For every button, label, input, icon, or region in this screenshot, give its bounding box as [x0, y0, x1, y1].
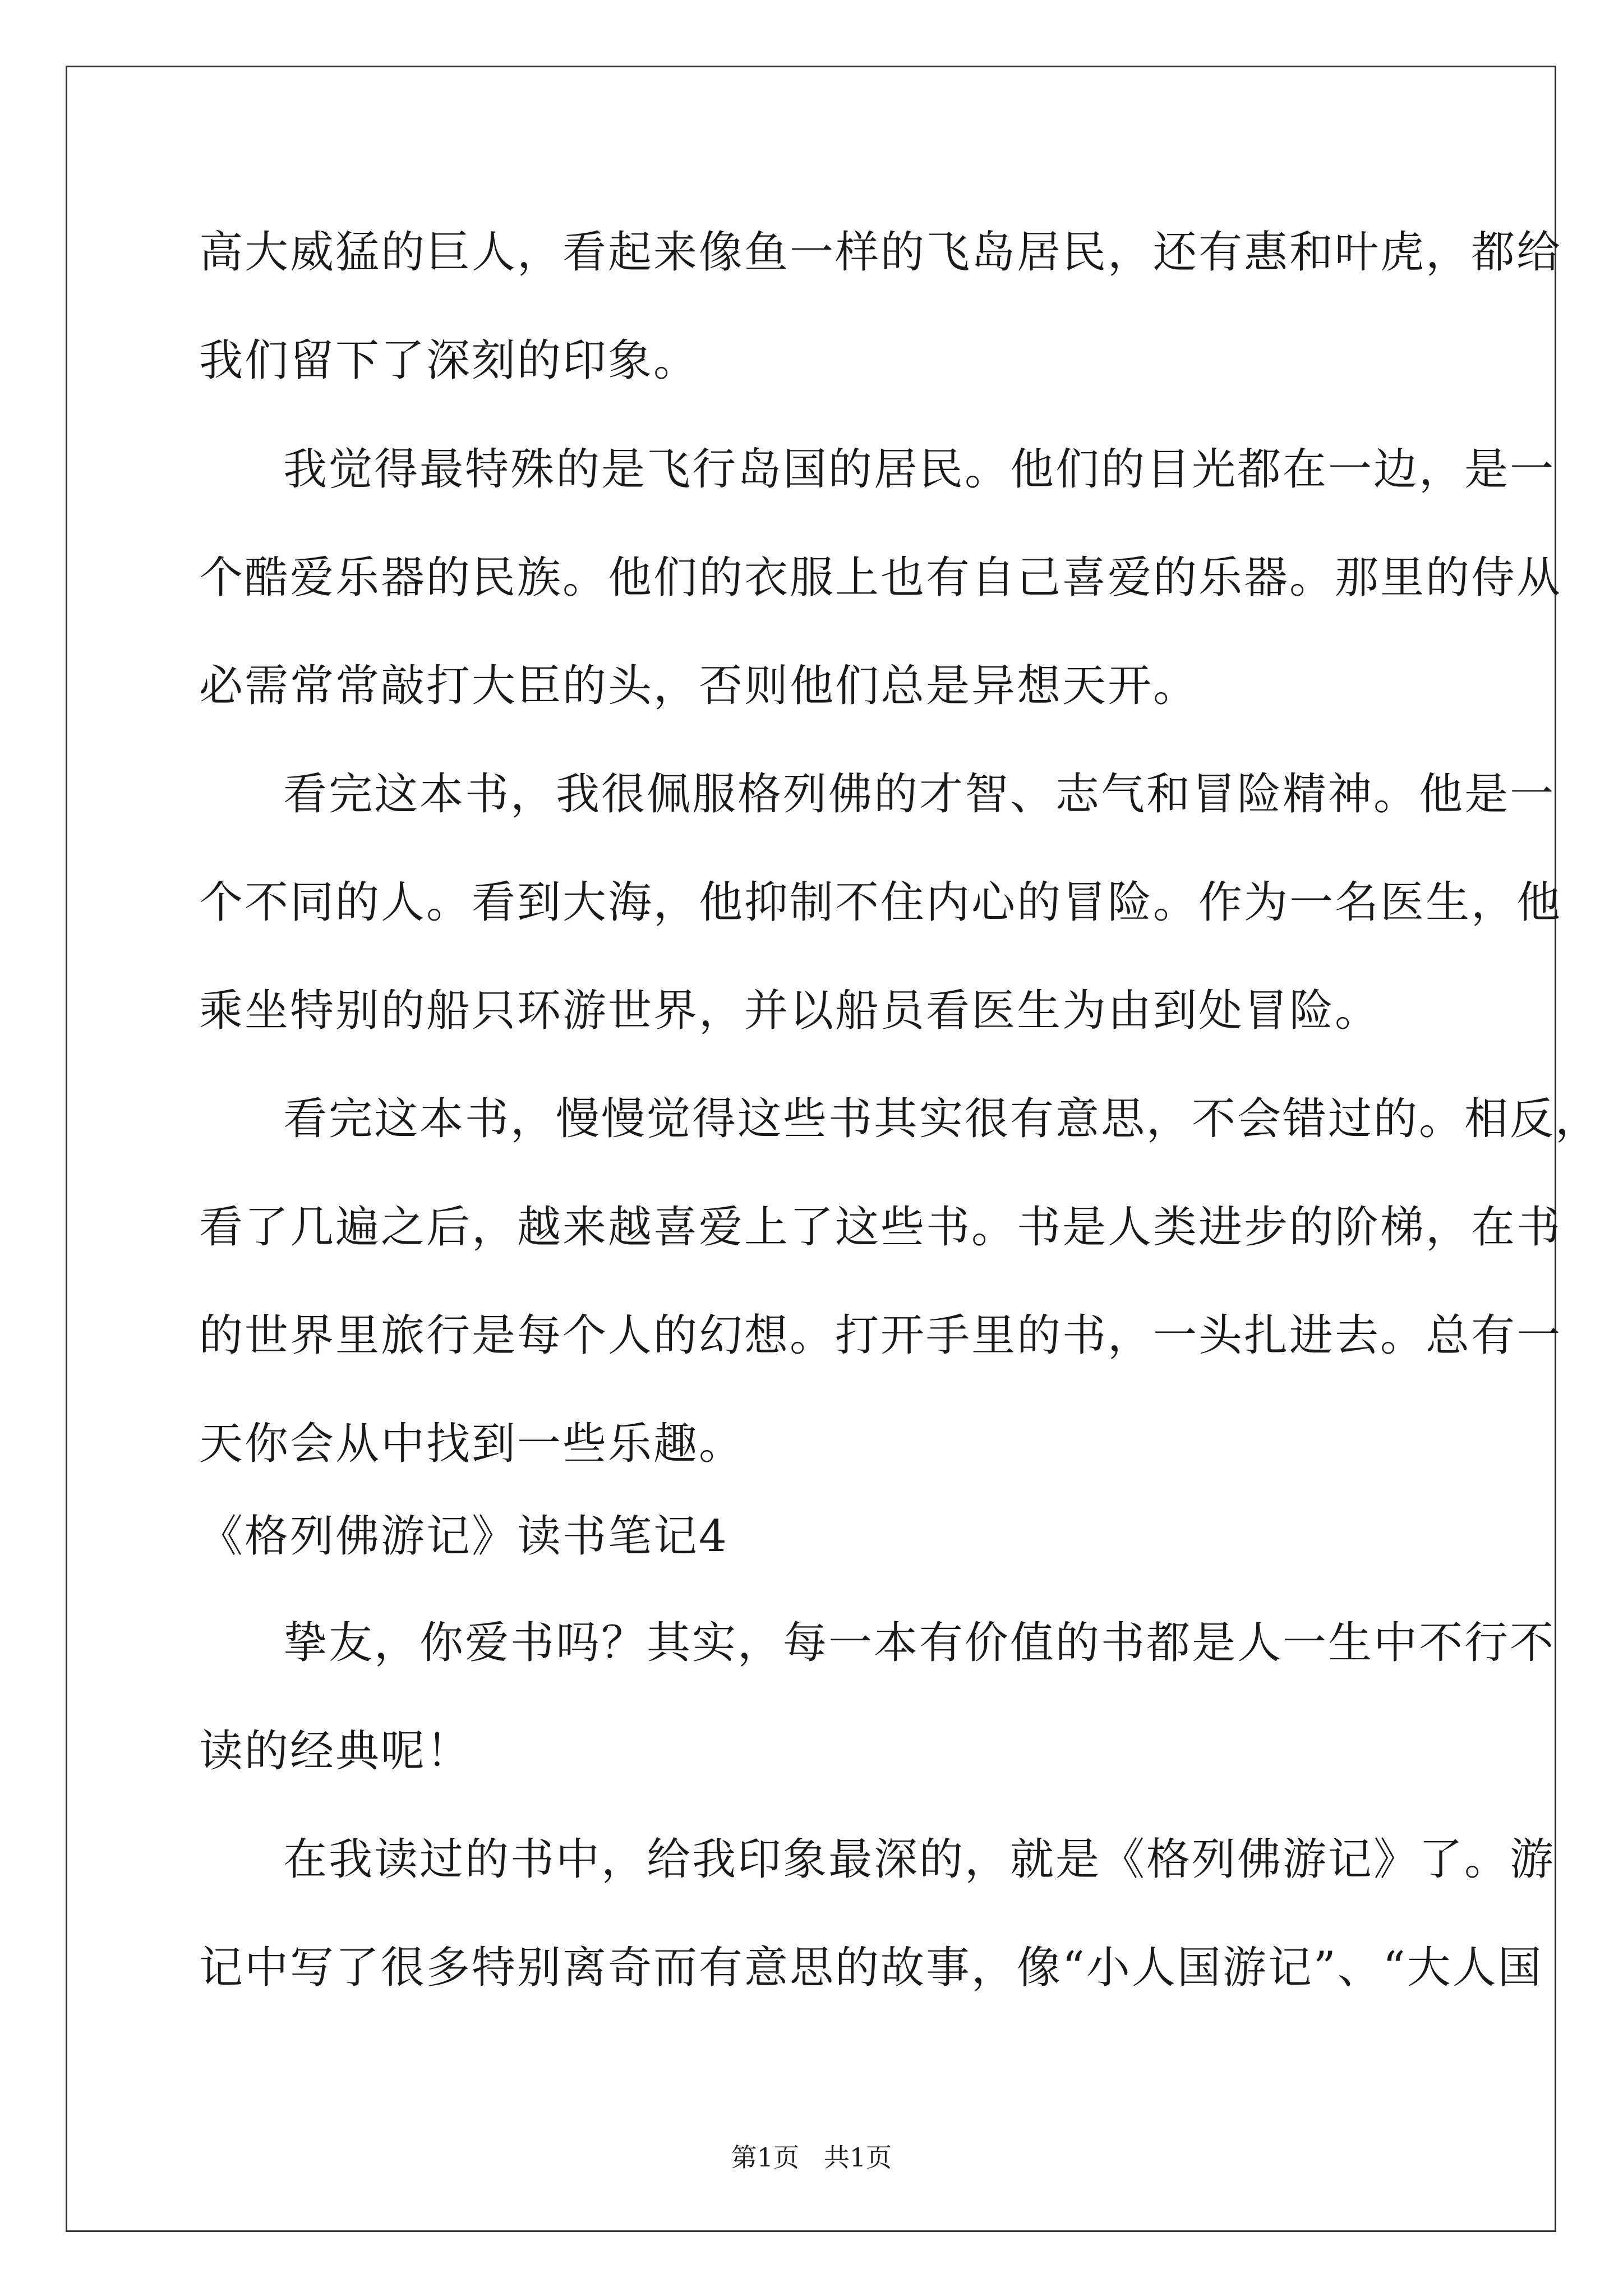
text-line: 天你会从中找到一些乐趣。 [199, 1419, 745, 1469]
text-line: 的世界里旅行是每个人的幻想。打开手里的书，一头扎进去。总有一 [199, 1310, 1562, 1361]
text-line: 个酷爱乐器的民族。他们的衣服上也有自己喜爱的乐器。那里的侍从 [199, 553, 1562, 603]
text-line: 我们留下了深刻的印象。 [199, 335, 699, 386]
text-line: 在我读过的书中，给我印象最深的，就是《格列佛游记》了。游 [283, 1834, 1556, 1885]
text-line: 读的经典呢！ [199, 1726, 472, 1777]
section-heading: 《格列佛游记》读书笔记4 [199, 1511, 728, 1562]
text-line: 必需常常敲打大臣的头，否则他们总是异想天开。 [199, 661, 1199, 711]
text-line: 高大威猛的巨人，看起来像鱼一样的飞岛居民，还有惠和叶虎，都给 [199, 227, 1562, 278]
text-line: 挚友，你爱书吗？其实，每一本有价值的书都是人一生中不行不 [283, 1618, 1556, 1668]
page-border [66, 66, 1556, 2232]
text-line: 记中写了很多特别离奇而有意思的故事，像“小人国游记”、“大人国 [199, 1943, 1543, 1993]
text-line: 看完这本书，我很佩服格列佛的才智、志气和冒险精神。他是一 [283, 769, 1556, 820]
text-line: 看了几遍之后，越来越喜爱上了这些书。书是人类进步的阶梯，在书 [199, 1202, 1562, 1253]
page-footer: 第1页 共1页 [731, 2142, 892, 2173]
text-line: 乘坐特别的船只环游世界，并以船员看医生为由到处冒险。 [199, 986, 1381, 1036]
text-line: 个不同的人。看到大海，他抑制不住内心的冒险。作为一名医生，他 [199, 877, 1562, 928]
text-line: 我觉得最特殊的是飞行岛国的居民。他们的目光都在一边，是一 [283, 444, 1556, 495]
text-line: 看完这本书，慢慢觉得这些书其实很有意思，不会错过的。相反， [283, 1094, 1601, 1144]
